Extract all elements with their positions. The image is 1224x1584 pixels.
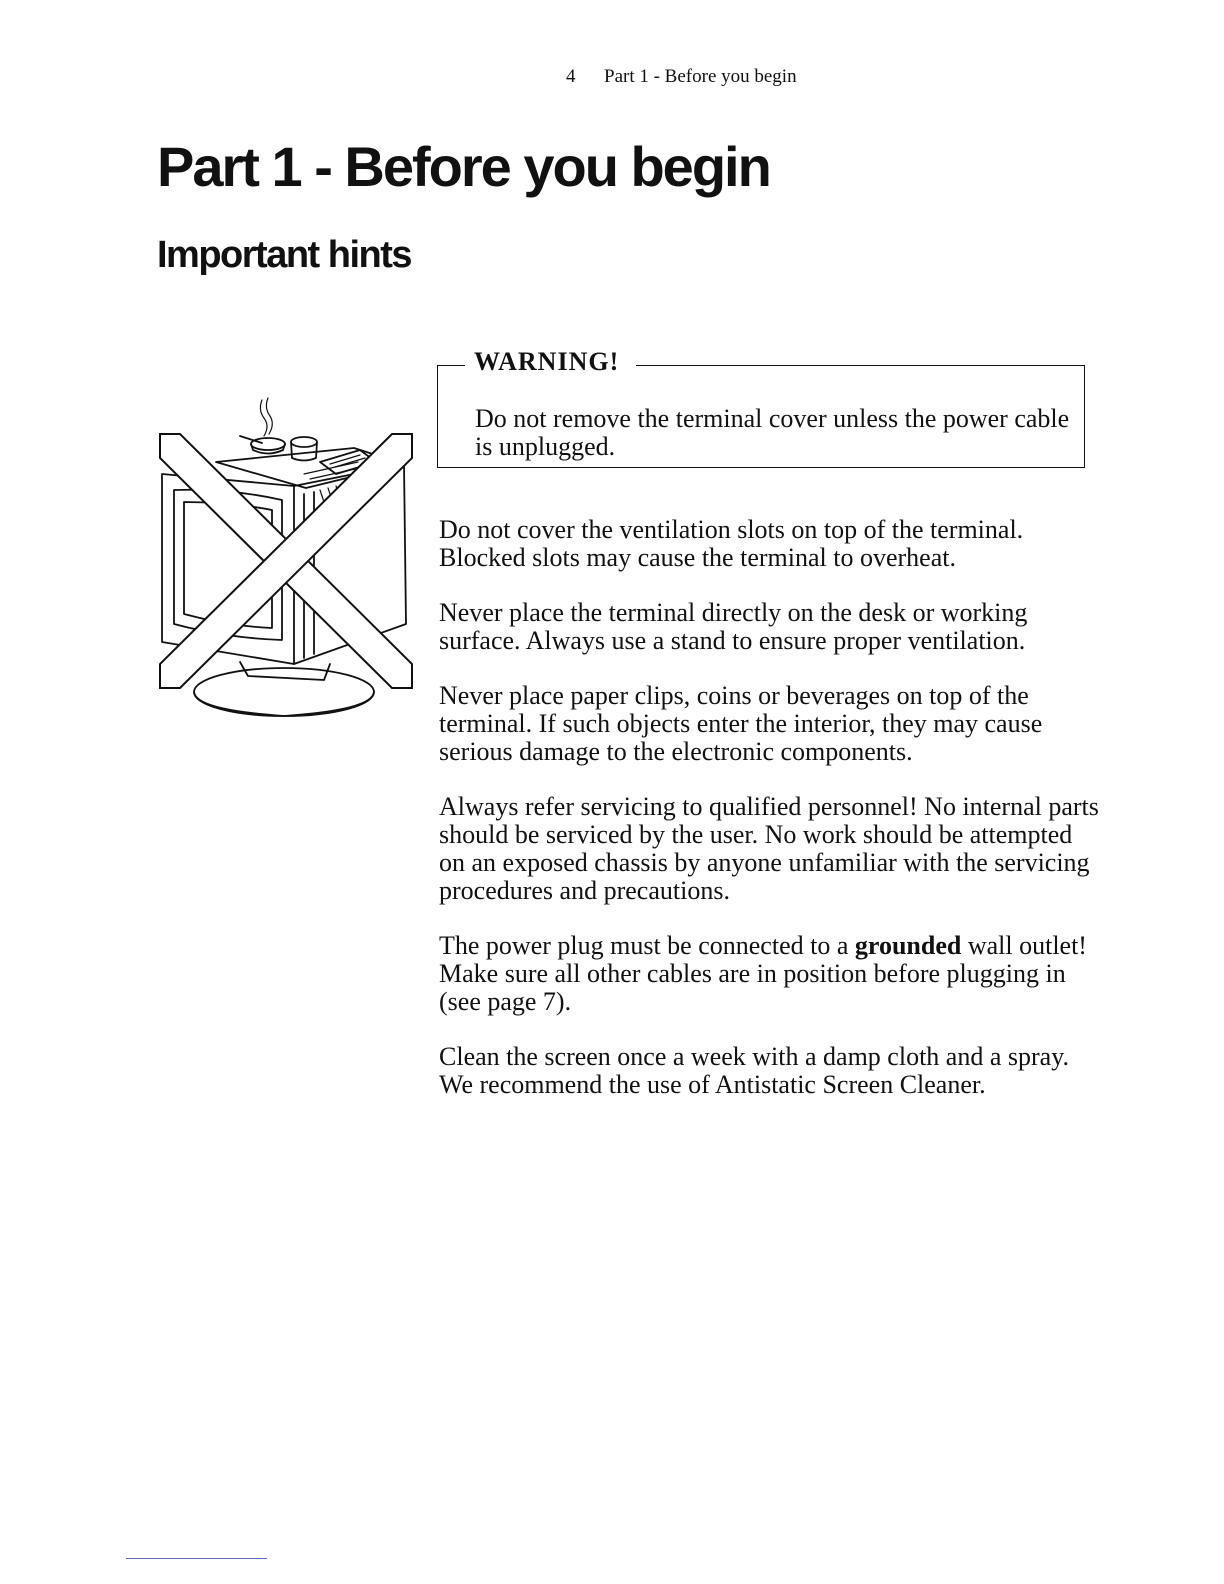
warning-text: Do not remove the terminal cover unless the power cable is unplugged. <box>475 404 1070 461</box>
warning-box-top-rule-left <box>437 365 465 366</box>
hint-no-objects-on-top: Never place paper clips, coins or beverages on top of the terminal. If such objects enter the interior, they may cause serious damage to the electronic components. <box>439 681 1043 766</box>
hint-grounded-emphasis: grounded <box>854 931 962 960</box>
part-title: Part 1 - Before you begin <box>157 135 770 198</box>
hint-grounded-outlet <box>439 932 1099 1016</box>
running-header <box>566 66 797 88</box>
hint-clean-screen: Clean the screen once a week with a damp cloth and a spray. We recommend the use of Antistatic Screen Cleaner. <box>439 1042 1070 1099</box>
warning-box-top-rule-right <box>636 365 1085 366</box>
hint-grounded-outlet-text-before: The power plug must be connected to a <box>439 931 855 960</box>
hint-use-stand: Never place the terminal directly on the desk or working surface. Always use a stand to ensure proper ventilation. <box>439 598 1028 655</box>
page-number: 4 <box>566 66 576 87</box>
warning-label: WARNING! <box>474 347 620 376</box>
footer-rule <box>126 1558 267 1559</box>
hint-ventilation-slots: Do not cover the ventilation slots on top of the terminal. Blocked slots may cause the terminal to overheat. <box>439 515 1024 572</box>
hints-list <box>439 516 1099 1126</box>
section-title: Important hints <box>157 234 412 276</box>
hint-qualified-servicing: Always refer servicing to qualified personnel! No internal parts should be serviced by the user. No work should be attempted on an exposed chassis by anyone unfamiliar with the servicing procedures and precautions. <box>439 792 1099 905</box>
warning-box <box>437 347 1085 468</box>
running-header-title: Part 1 - Before you begin <box>604 66 797 87</box>
hint-grounded-outlet-text-after: wall outlet! Make sure all other cables are in position before plugging in (see page 7). <box>439 931 1087 1016</box>
crossed-out-monitor-illustration <box>154 392 416 722</box>
